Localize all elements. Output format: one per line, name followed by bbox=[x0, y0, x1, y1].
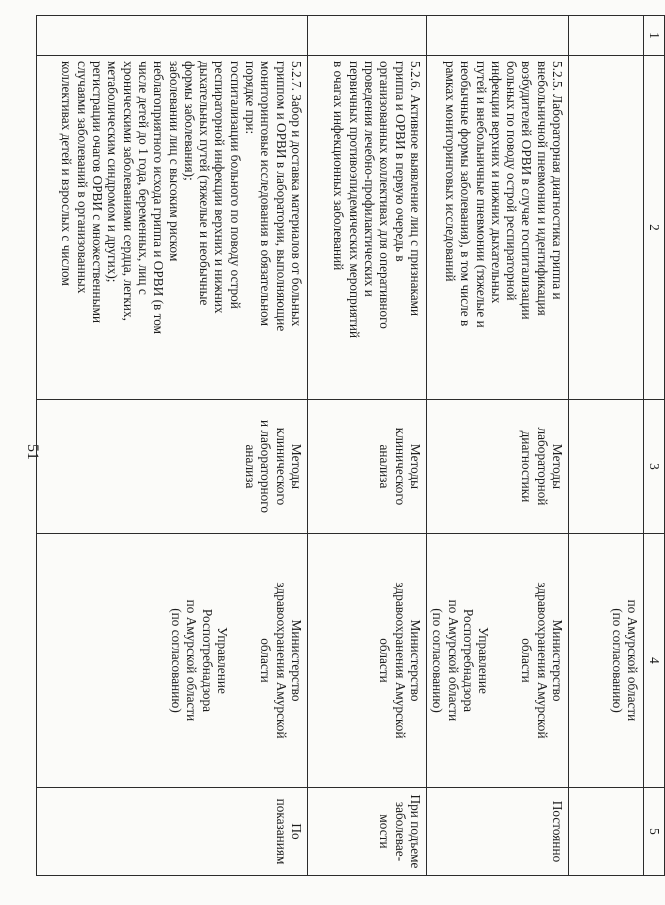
text-line: области bbox=[519, 638, 535, 683]
text-line: регистрации очагов ОРВИ с множественными bbox=[90, 61, 106, 324]
page-number: 51 bbox=[24, 444, 41, 460]
table-row-continuation bbox=[569, 16, 644, 876]
cell-number bbox=[307, 16, 426, 56]
text-line: здравоохранения Амурской bbox=[534, 582, 550, 739]
text-line: Управление bbox=[215, 627, 231, 694]
text-line: Министерство bbox=[407, 619, 423, 702]
text-line: анализа bbox=[377, 444, 393, 489]
text-line: области bbox=[258, 638, 274, 683]
text-line: коллективах детей и взрослых с числом bbox=[59, 61, 75, 286]
text-line: заболевае- bbox=[392, 801, 408, 862]
text-line: здравоохранения Амурской bbox=[273, 582, 289, 739]
table-row-5-2-5 bbox=[426, 16, 568, 876]
cell-number bbox=[426, 16, 568, 56]
text-line: 5.2.6. Активное выявление лиц с признаками bbox=[407, 61, 423, 317]
cell-method bbox=[426, 400, 568, 534]
text-line: (по согласованию) bbox=[169, 608, 185, 713]
text-line: мониторинговые исследования в обязательном bbox=[258, 61, 274, 326]
text-line: метаболическим синдромом и других); bbox=[105, 61, 121, 283]
cell-term bbox=[426, 788, 568, 876]
text-line: рамках мониторинговых исследований bbox=[442, 61, 458, 282]
text-line: инфекции верхних и нижних дыхательных bbox=[488, 61, 504, 304]
cell-method bbox=[569, 400, 644, 534]
text-line: Министерство bbox=[550, 619, 565, 702]
column-number-1: 1 bbox=[644, 16, 665, 56]
cell-method bbox=[307, 400, 426, 534]
table-row-5-2-6 bbox=[307, 16, 426, 876]
text-line: Управление bbox=[476, 627, 492, 694]
column-number-3: 3 bbox=[644, 400, 665, 534]
text-line: Постоянно bbox=[550, 800, 565, 863]
text-line: первичных противоэпидемических мероприятий bbox=[346, 61, 362, 339]
text-line: больных по поводу острой респираторной bbox=[504, 61, 520, 301]
spacer bbox=[230, 539, 258, 782]
cell-term bbox=[36, 788, 307, 876]
text-line: области bbox=[377, 638, 393, 683]
column-number-row bbox=[644, 16, 665, 876]
column-number-2: 2 bbox=[644, 56, 665, 400]
text-line: диагностики bbox=[519, 430, 535, 503]
text-line: дыхательных путей (тяжелые и необычные bbox=[197, 61, 213, 306]
table-row-5-2-7 bbox=[36, 16, 307, 876]
text-line: Методы клинического bbox=[273, 427, 304, 506]
text-line: по Амурской области bbox=[625, 599, 640, 722]
text-line: здравоохранения Амурской bbox=[392, 582, 408, 739]
cell-number bbox=[569, 16, 644, 56]
cell-term bbox=[569, 788, 644, 876]
text-line: числе детей до 1 года, беременных, лиц с bbox=[135, 61, 151, 295]
spacer bbox=[491, 539, 519, 782]
text-line: гриппа и ОРВИ в первую очередь в bbox=[392, 61, 408, 262]
text-line: внебольничной пневмонии и идентификация bbox=[534, 61, 550, 316]
text-line: гриппом и ОРВИ в лаборатории, выполняющие bbox=[273, 61, 289, 332]
cell-responsible bbox=[569, 534, 644, 788]
text-line: Роспотребнадзора bbox=[460, 608, 476, 713]
text-line: Министерство bbox=[288, 619, 304, 702]
text-line: проведения лечебно-профилактических и bbox=[362, 61, 378, 297]
column-number-5: 5 bbox=[644, 788, 665, 876]
text-line: 5.2.7. Забор и доставка материалов от больных bbox=[288, 61, 304, 327]
text-line: Методы клинического bbox=[392, 427, 423, 506]
measures-table bbox=[36, 15, 665, 876]
text-line: При подъеме bbox=[407, 794, 423, 869]
text-line: путей и внебольничные пневмонии (тяжелые и bbox=[473, 61, 489, 328]
cell-measure bbox=[426, 56, 568, 400]
text-line: (по согласованию) bbox=[430, 608, 446, 713]
text-line: Роспотребнадзора bbox=[199, 608, 215, 713]
text-line: 5.2.5. Лабораторная диагностика гриппа и bbox=[550, 61, 565, 300]
text-line: По bbox=[288, 823, 304, 840]
cell-measure bbox=[569, 56, 644, 400]
cell-responsible bbox=[426, 534, 568, 788]
text-line: и лабораторного bbox=[258, 419, 274, 514]
cell-responsible bbox=[36, 534, 307, 788]
text-line: организованных коллективах для оперативного bbox=[377, 61, 393, 329]
text-line: необычные формы заболевания), в том числе в bbox=[458, 61, 474, 327]
text-line: Методы лабораторной bbox=[534, 427, 565, 506]
cell-method bbox=[36, 400, 307, 534]
text-line: респираторной инфекции верхних и нижних bbox=[212, 61, 228, 314]
text-line: формы заболевания); bbox=[181, 61, 197, 181]
column-number-4: 4 bbox=[644, 534, 665, 788]
cell-term bbox=[307, 788, 426, 876]
rotated-table-container bbox=[59, 15, 665, 875]
text-line: по Амурской области bbox=[184, 599, 200, 722]
text-line: неблагоприятного исхода гриппа и ОРВИ (в том bbox=[151, 61, 167, 335]
text-line: порядке при: bbox=[243, 61, 259, 135]
cell-measure bbox=[36, 56, 307, 400]
text-line: в очагах инфекционных заболеваний bbox=[331, 61, 347, 271]
cell-measure bbox=[307, 56, 426, 400]
text-line: госпитализации больного по поводу острой bbox=[227, 61, 243, 309]
text-line: мости bbox=[377, 814, 393, 849]
text-line: хроническими заболеваниями сердца, легких, bbox=[120, 61, 136, 321]
text-line: (по согласованию) bbox=[609, 608, 625, 713]
text-line: возбудителей ОРВИ в случае госпитализации bbox=[519, 61, 535, 320]
text-line: заболевании лиц с высоким риском bbox=[166, 61, 182, 262]
cell-responsible bbox=[307, 534, 426, 788]
cell-number bbox=[36, 16, 307, 56]
text-line: анализа bbox=[243, 444, 259, 489]
text-line: показаниям bbox=[273, 798, 289, 865]
text-line: по Амурской области bbox=[445, 599, 461, 722]
text-line: случаями заболеваний в организованных bbox=[74, 61, 90, 294]
